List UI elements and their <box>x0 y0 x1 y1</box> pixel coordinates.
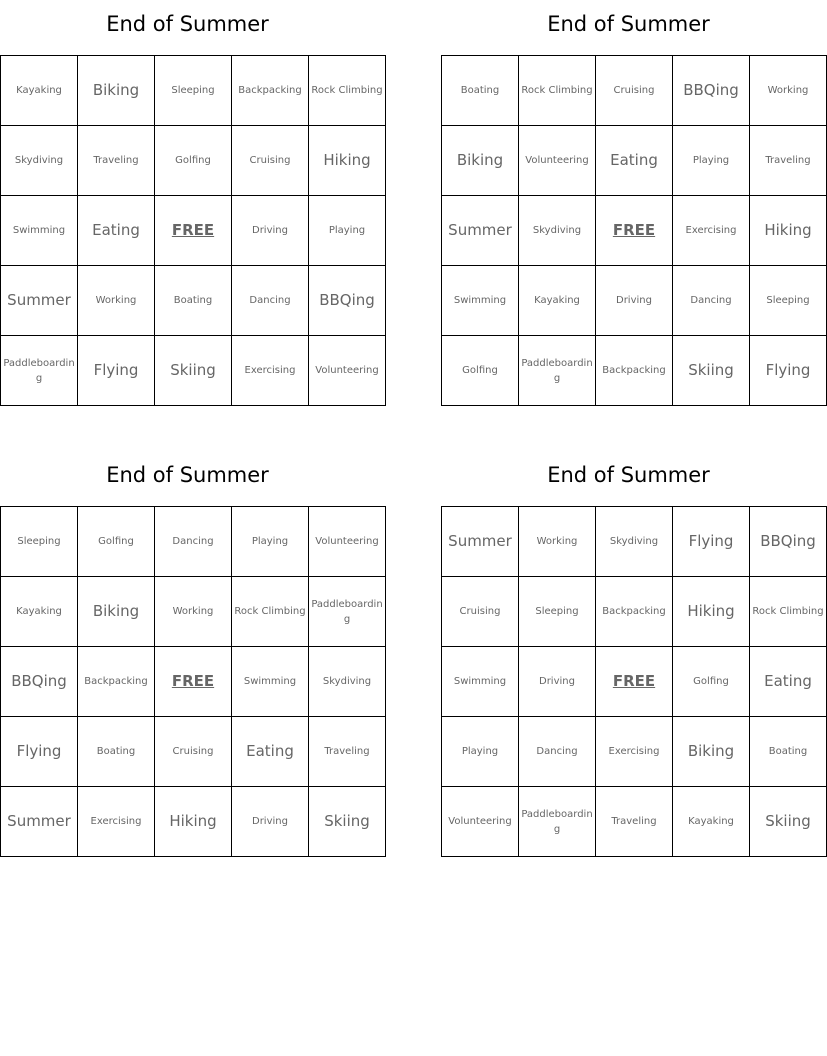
bingo-cell: Volunteering <box>309 507 386 577</box>
bingo-cell: Skydiving <box>1 126 78 196</box>
grid-row <box>442 336 827 406</box>
card-title: End of Summer <box>106 12 269 36</box>
bingo-cell: Biking <box>442 126 519 196</box>
bingo-cell: Eating <box>750 647 827 717</box>
bingo-cell: Working <box>155 577 232 647</box>
grid-row <box>442 196 827 266</box>
grid-row <box>1 647 386 717</box>
bingo-cell: Traveling <box>750 126 827 196</box>
bingo-grid <box>441 55 827 406</box>
free-space-cell: FREE <box>155 196 232 266</box>
bingo-cell: Summer <box>1 787 78 857</box>
bingo-cell: Rock Climbing <box>519 56 596 126</box>
bingo-cell: Driving <box>519 647 596 717</box>
grid-row <box>442 266 827 336</box>
bingo-cell: Eating <box>78 196 155 266</box>
grid-row <box>1 56 386 126</box>
bingo-cell: Exercising <box>232 336 309 406</box>
bingo-cell: Playing <box>442 717 519 787</box>
bingo-cell: Flying <box>78 336 155 406</box>
bingo-cell: Boating <box>155 266 232 336</box>
bingo-cell: Paddleboarding <box>1 336 78 406</box>
grid-row <box>442 647 827 717</box>
bingo-cell: Skiing <box>673 336 750 406</box>
bingo-cell: BBQing <box>309 266 386 336</box>
bingo-cell: Cruising <box>596 56 673 126</box>
bingo-cell: Golfing <box>78 507 155 577</box>
bingo-cell: Swimming <box>1 196 78 266</box>
bingo-cell: Traveling <box>596 787 673 857</box>
bingo-cell: Skiing <box>155 336 232 406</box>
bingo-cell: Kayaking <box>1 56 78 126</box>
bingo-cell: Flying <box>1 717 78 787</box>
bingo-cell: BBQing <box>1 647 78 717</box>
grid-row <box>442 507 827 577</box>
bingo-cell: Playing <box>232 507 309 577</box>
grid-row <box>1 266 386 336</box>
bingo-cell: Skydiving <box>596 507 673 577</box>
free-space-cell: FREE <box>596 647 673 717</box>
bingo-cell: Cruising <box>442 577 519 647</box>
bingo-cell: Skydiving <box>519 196 596 266</box>
bingo-cell: Traveling <box>78 126 155 196</box>
bingo-cell: Driving <box>596 266 673 336</box>
bingo-cell: Playing <box>673 126 750 196</box>
grid-row <box>1 336 386 406</box>
bingo-cell: Biking <box>673 717 750 787</box>
bingo-cell: Sleeping <box>519 577 596 647</box>
bingo-cell: Swimming <box>232 647 309 717</box>
bingo-cell: Dancing <box>232 266 309 336</box>
bingo-cell: Hiking <box>309 126 386 196</box>
grid-row <box>1 577 386 647</box>
bingo-cell: Skiing <box>309 787 386 857</box>
grid-row <box>1 717 386 787</box>
bingo-cell: Sleeping <box>750 266 827 336</box>
bingo-cell: Rock Climbing <box>309 56 386 126</box>
bingo-cell: Summer <box>1 266 78 336</box>
bingo-cell: Dancing <box>519 717 596 787</box>
bingo-cell: BBQing <box>750 507 827 577</box>
free-space-cell: FREE <box>155 647 232 717</box>
grid-row <box>442 577 827 647</box>
bingo-cell: Volunteering <box>519 126 596 196</box>
bingo-cell: Working <box>750 56 827 126</box>
bingo-cell: Playing <box>309 196 386 266</box>
bingo-grid <box>0 506 386 857</box>
bingo-cell: Paddleboarding <box>519 336 596 406</box>
bingo-cell: Kayaking <box>519 266 596 336</box>
bingo-cell: Skydiving <box>309 647 386 717</box>
bingo-grid <box>0 55 386 406</box>
bingo-cell: Kayaking <box>1 577 78 647</box>
grid-row <box>1 787 386 857</box>
bingo-cell: Backpacking <box>596 577 673 647</box>
bingo-cell: Working <box>519 507 596 577</box>
bingo-cell: Biking <box>78 56 155 126</box>
card-title: End of Summer <box>547 463 710 487</box>
bingo-cell: Paddleboarding <box>519 787 596 857</box>
bingo-cell: Flying <box>750 336 827 406</box>
bingo-cell: Driving <box>232 196 309 266</box>
bingo-cell: Sleeping <box>155 56 232 126</box>
bingo-cell: Cruising <box>232 126 309 196</box>
bingo-cell: Hiking <box>673 577 750 647</box>
bingo-cell: Eating <box>232 717 309 787</box>
bingo-cell: Boating <box>78 717 155 787</box>
bingo-cell: Golfing <box>442 336 519 406</box>
bingo-cell: Backpacking <box>232 56 309 126</box>
bingo-cell: Eating <box>596 126 673 196</box>
bingo-cell: Backpacking <box>78 647 155 717</box>
bingo-cell: Summer <box>442 196 519 266</box>
bingo-grid <box>441 506 827 857</box>
bingo-cell: Rock Climbing <box>750 577 827 647</box>
bingo-cell: Dancing <box>155 507 232 577</box>
bingo-cell: BBQing <box>673 56 750 126</box>
bingo-cell: Summer <box>442 507 519 577</box>
bingo-cell: Paddleboarding <box>309 577 386 647</box>
bingo-cell: Driving <box>232 787 309 857</box>
grid-row <box>1 507 386 577</box>
card-title: End of Summer <box>106 463 269 487</box>
bingo-cell: Exercising <box>596 717 673 787</box>
grid-row <box>1 196 386 266</box>
bingo-cell: Hiking <box>155 787 232 857</box>
bingo-cell: Dancing <box>673 266 750 336</box>
bingo-cell: Rock Climbing <box>232 577 309 647</box>
bingo-cell: Biking <box>78 577 155 647</box>
bingo-cell: Golfing <box>155 126 232 196</box>
bingo-cell: Working <box>78 266 155 336</box>
bingo-cell: Skiing <box>750 787 827 857</box>
grid-row <box>442 787 827 857</box>
bingo-cell: Boating <box>750 717 827 787</box>
grid-row <box>1 126 386 196</box>
bingo-cell: Traveling <box>309 717 386 787</box>
grid-row <box>442 126 827 196</box>
bingo-cell: Boating <box>442 56 519 126</box>
bingo-cell: Swimming <box>442 647 519 717</box>
bingo-cell: Kayaking <box>673 787 750 857</box>
free-space-cell: FREE <box>596 196 673 266</box>
bingo-cell: Cruising <box>155 717 232 787</box>
bingo-cell: Flying <box>673 507 750 577</box>
grid-row <box>442 56 827 126</box>
bingo-cell: Exercising <box>78 787 155 857</box>
bingo-cell: Volunteering <box>309 336 386 406</box>
bingo-cell: Golfing <box>673 647 750 717</box>
bingo-cell: Sleeping <box>1 507 78 577</box>
grid-row <box>442 717 827 787</box>
bingo-cell: Backpacking <box>596 336 673 406</box>
card-title: End of Summer <box>547 12 710 36</box>
bingo-cell: Swimming <box>442 266 519 336</box>
bingo-cell: Exercising <box>673 196 750 266</box>
bingo-cell: Volunteering <box>442 787 519 857</box>
bingo-cell: Hiking <box>750 196 827 266</box>
